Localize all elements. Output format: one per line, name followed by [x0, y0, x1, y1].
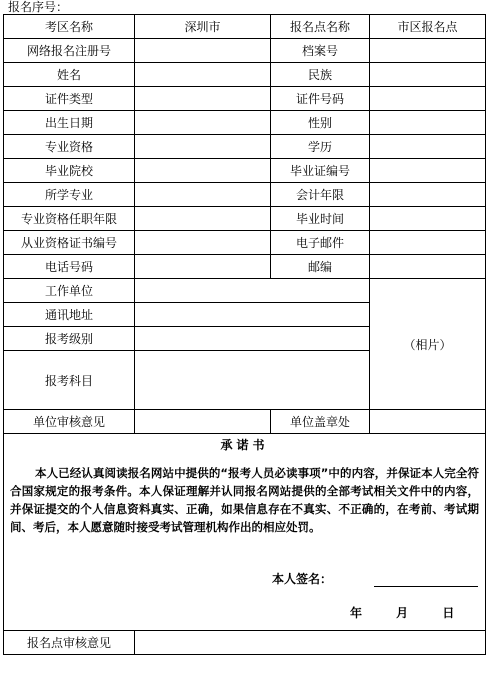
field-value[interactable]: [370, 63, 486, 87]
unit-seal-label: 单位盖章处: [271, 410, 370, 434]
pledge-section: [4, 434, 486, 631]
field-value[interactable]: 市区报名点: [370, 15, 486, 39]
address-value[interactable]: [135, 303, 370, 327]
date-label: 年 月 日: [350, 606, 455, 620]
field-label: 学历: [271, 135, 370, 159]
field-value[interactable]: [370, 87, 486, 111]
registration-form-table: [3, 14, 486, 655]
field-label: 网络报名注册号: [4, 39, 135, 63]
field-value[interactable]: [370, 39, 486, 63]
site-review-label: 报名点审核意见: [4, 631, 135, 655]
field-label: 专业资格任职年限: [4, 207, 135, 231]
field-value[interactable]: [135, 111, 271, 135]
form-row: [4, 39, 486, 63]
form-row: [4, 63, 486, 87]
field-label: 证件类型: [4, 87, 135, 111]
field-value[interactable]: [135, 159, 271, 183]
field-label: 所学专业: [4, 183, 135, 207]
field-value[interactable]: [135, 135, 271, 159]
form-row: [4, 410, 486, 434]
unit-review-value[interactable]: [135, 410, 271, 434]
field-label: 姓名: [4, 63, 135, 87]
field-value[interactable]: [135, 39, 271, 63]
form-row: [4, 135, 486, 159]
photo-box: （相片）: [370, 279, 486, 410]
signature-line[interactable]: [374, 586, 478, 587]
level-value[interactable]: [135, 327, 370, 351]
address-label: 通讯地址: [4, 303, 135, 327]
form-row: [4, 231, 486, 255]
field-value[interactable]: 深圳市: [135, 15, 271, 39]
field-value[interactable]: [370, 111, 486, 135]
subjects-value[interactable]: [135, 351, 370, 410]
form-row: [4, 111, 486, 135]
field-label: 电话号码: [4, 255, 135, 279]
form-row: [4, 87, 486, 111]
form-row: [4, 159, 486, 183]
field-label: 考区名称: [4, 15, 135, 39]
field-value[interactable]: [370, 159, 486, 183]
field-value[interactable]: [370, 231, 486, 255]
field-label: 邮编: [271, 255, 370, 279]
field-label: 从业资格证书编号: [4, 231, 135, 255]
field-label: 毕业时间: [271, 207, 370, 231]
form-row: [4, 207, 486, 231]
field-label: 电子邮件: [271, 231, 370, 255]
level-label: 报考级别: [4, 327, 135, 351]
field-value[interactable]: [135, 207, 271, 231]
field-value[interactable]: [135, 231, 271, 255]
field-label: 民族: [271, 63, 370, 87]
serial-number-label: 报名序号：: [8, 0, 69, 14]
form-row: [4, 183, 486, 207]
pledge-title: 承诺书: [220, 438, 269, 452]
form-row: [4, 279, 486, 303]
field-label: 专业资格: [4, 135, 135, 159]
field-value[interactable]: [135, 63, 271, 87]
work-unit-value[interactable]: [135, 279, 370, 303]
signature-label: 本人签名：: [272, 572, 333, 586]
field-value[interactable]: [370, 255, 486, 279]
field-label: 会计年限: [271, 183, 370, 207]
form-row: [4, 255, 486, 279]
field-value[interactable]: [370, 207, 486, 231]
form-row: [4, 15, 486, 39]
subjects-label: 报考科目: [4, 351, 135, 410]
field-value[interactable]: [370, 135, 486, 159]
field-value[interactable]: [135, 87, 271, 111]
site-review-value[interactable]: [135, 631, 486, 655]
pledge-text: 本人已经认真阅读报名网站中提供的“报考人员必读事项”中的内容，并保证本人完全符合国家规定的报考条件。本人保证理解并认同报名网站提供的全部考试相关文件中的内容，并保证提交的个人信息资料真实、正确，如果信息存在不真实、不正确的，在考前、考试期间、考后，本人愿意随时接受考试管理机构作出的相应处罚。: [10, 466, 479, 534]
field-value[interactable]: [370, 183, 486, 207]
field-label: 报名点名称: [271, 15, 370, 39]
field-label: 证件号码: [271, 87, 370, 111]
field-label: 毕业证编号: [271, 159, 370, 183]
field-value[interactable]: [135, 183, 271, 207]
form-row: [4, 631, 486, 655]
field-value[interactable]: [135, 255, 271, 279]
field-label: 档案号: [271, 39, 370, 63]
work-unit-label: 工作单位: [4, 279, 135, 303]
field-label: 出生日期: [4, 111, 135, 135]
field-label: 性别: [271, 111, 370, 135]
unit-seal-value[interactable]: [370, 410, 486, 434]
pledge-row: [4, 434, 486, 631]
unit-review-label: 单位审核意见: [4, 410, 135, 434]
field-label: 毕业院校: [4, 159, 135, 183]
